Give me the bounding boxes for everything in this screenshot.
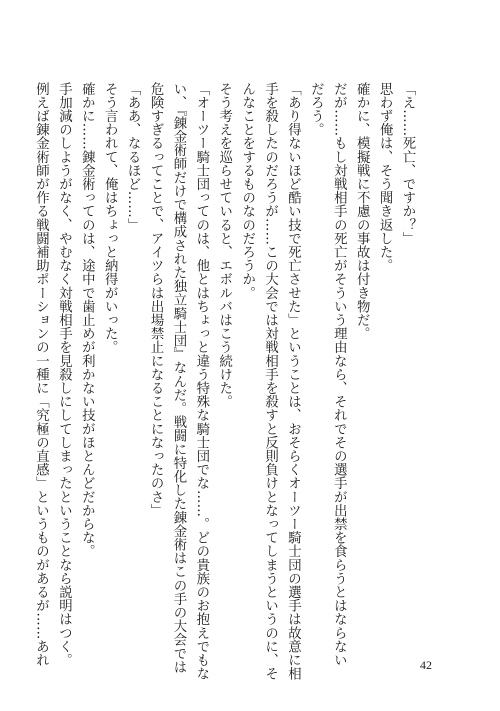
text-line: んなことをするものなのだろうか。 — [239, 82, 255, 300]
text-line: 手を殺したのだろうが……この大会では対戦相手を殺すと反則負けとなってしまうというのに、そ — [262, 82, 278, 681]
text-line: だが……もし対戦相手の死亡がそういう理由なら、それでその選手が出禁を食らうとはならない — [331, 82, 347, 667]
page-number: 42 — [420, 658, 432, 672]
text-line: 思わず俺は、そう聞き返した。 — [377, 82, 393, 273]
text-line: 確かに……錬金術ってのは、途中で歯止めが利かない技がほとんどだからな。 — [79, 82, 95, 558]
text-line: 「え……死亡、ですか？」 — [400, 82, 415, 246]
text-line: 手加減のしようがなく、やむなく対戦相手を見殺しにしてしまったということなら説明はつく。 — [56, 82, 72, 667]
text-line: そう考えを巡らせていると、エボルバはこう続けた。 — [216, 82, 232, 409]
vertical-text-body — [33, 82, 418, 681]
text-line: 例えば錬金術師が作る戦闘補助ポーションの一種に「究極の直感」というものがあるが……あれ — [33, 82, 49, 667]
text-line: そう言われて、俺はちょっと納得がいった。 — [102, 82, 118, 354]
text-line: 「オーツー騎士団ってのは、他とはちょっと違う特殊な騎士団でな……。どの貴族のお抱えでもな — [193, 82, 209, 681]
text-line: 「あり得ないほど酷い技で死亡させた」ということは、おそらくオーツー騎士団の選手は故意に相 — [285, 82, 301, 681]
text-line: い、『錬金術師だけで構成された独立騎士団』なんだ。戦闘に特化した錬金術はこの手の大会では — [170, 82, 186, 674]
text-line: 危険すぎるってことで、アイツらは出場禁止になることになったのさ」 — [148, 82, 164, 518]
text-line: だろう。 — [308, 82, 324, 137]
text-line: 確かに、模擬戦に不慮の事故は付き物だ。 — [354, 82, 370, 341]
text-line: 「ああ、なるほど……」 — [125, 82, 141, 232]
